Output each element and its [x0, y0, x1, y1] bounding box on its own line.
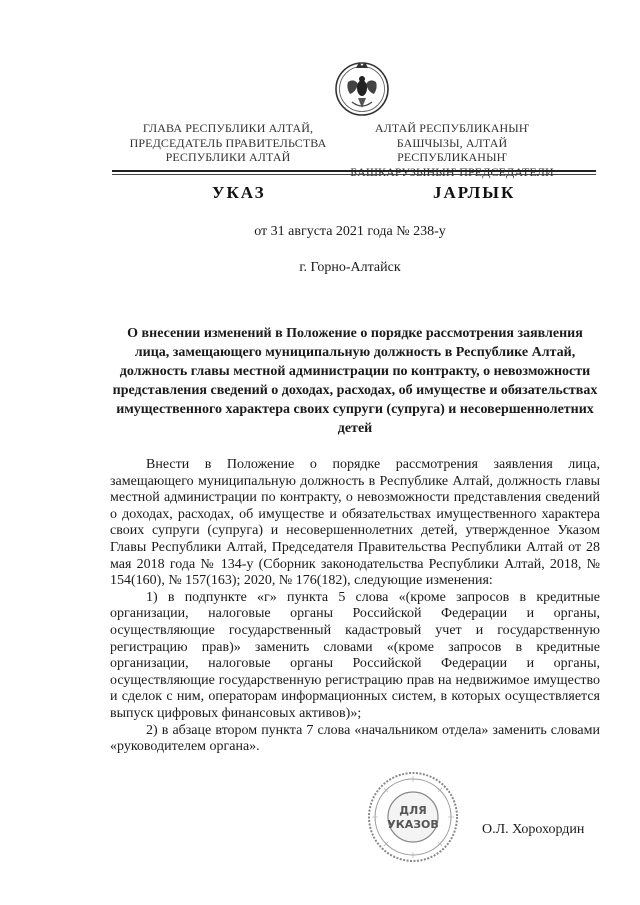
signature-name: О.Л. Хорохордин [482, 822, 585, 837]
doc-type-ru: УКАЗ [212, 183, 266, 202]
date-line: от 31 августа 2021 года № 238-у [254, 224, 446, 239]
stamp-line1: ДЛЯ [399, 804, 427, 817]
stamp-line2: УКАЗОВ [387, 818, 439, 831]
header-left-line: ПРЕДСЕДАТЕЛЬ ПРАВИТЕЛЬСТВА [129, 135, 327, 150]
header-right-line: АЛТАЙ РЕСПУБЛИКАНЫҤ [374, 121, 530, 135]
header-left-line: ГЛАВА РЕСПУБЛИКИ АЛТАЙ, [142, 121, 314, 135]
doc-type-alt: ЈАРЛЫК [433, 183, 516, 202]
body-paragraph: 2) в абзаце втором пункта 7 слова «начальником отдела» заменить словами «руководителем органа». [110, 722, 600, 755]
header-right-line: БАШКАРУЗЫНЫҤ ПРЕДСЕДАТЕЛИ [350, 164, 554, 179]
city-line: г. Горно-Алтайск [299, 260, 401, 275]
document-title: О внесении изменений в Положение о порядке рассмотрения заявления лица, замещающего муниципальную должность в Республике Алтай, должность главы местной администрации по контракту, о невозможности представления сведений о доходах, расходах, об имуществе и обязательствах имущественного характера своих супруги (супруга) и несовершеннолетних детей [112, 326, 598, 436]
header-right-line: БАШЧЫЗЫ, АЛТАЙ РЕСПУБЛИКАНЫҤ [396, 135, 508, 164]
header-divider [112, 170, 596, 172]
emblem-icon [334, 58, 390, 118]
header-left-line: РЕСПУБЛИКИ АЛТАЙ [165, 150, 291, 164]
body-paragraph: 1) в подпункте «г» пункта 5 слова «(кроме запросов в кредитные организации, налоговые органы Российской Федерации и органы, осуществляющие государственный кадастровый учет и государственную регистрацию прав)» заменить словами «(кроме запросов в кредитные организации, налоговые органы Российской Федерации и органы, осуществляющие государственную регистрацию прав на недвижимое имущество и сделок с ним, операторам информационных систем, в которых осуществляется выпуск цифровых финансовых активов)»; [110, 589, 600, 721]
body-paragraph: Внести в Положение о порядке рассмотрения заявления лица, замещающего муниципальную должность в Республике Алтай, должность главы местной администрации по контракту, о невозможности представления сведений о доходах, расходах, об имуществе и обязательствах имущественного характера своих супруги (супруга) и несовершеннолетних детей, утвержденное Указом Главы Республики Алтай, Председателя Правительства Республики Алтай от 28 мая 2018 года № 134-у (Сборник законодательства Республики Алтай, 2018, № 154(160), № 157(163); 2020, № 176(182), следующие изменения: [110, 457, 600, 589]
stamp-seal [366, 770, 460, 864]
header-divider-thin [112, 174, 596, 175]
header-left [118, 121, 338, 165]
document-body [110, 457, 600, 756]
